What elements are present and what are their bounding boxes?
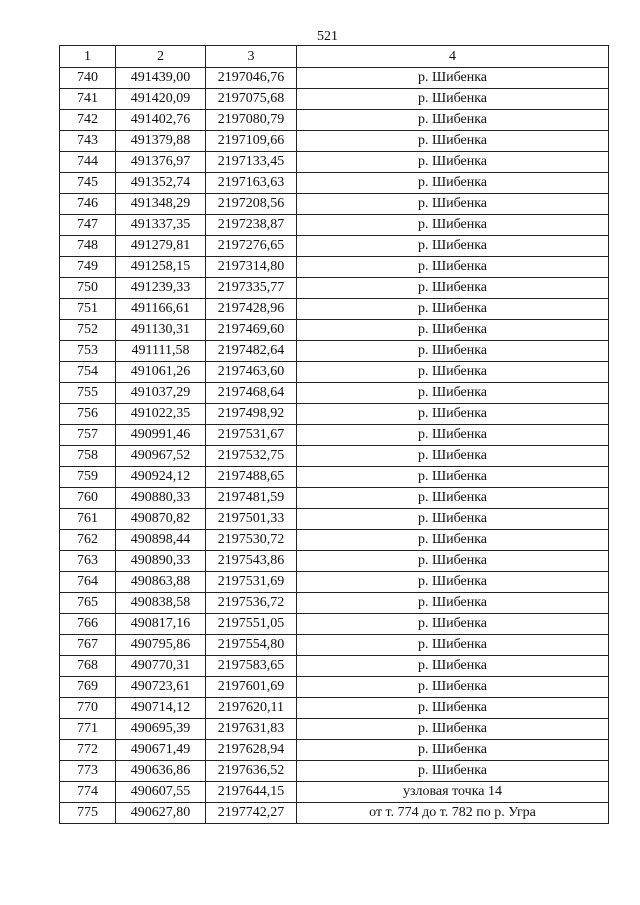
cell-x: 490695,39: [116, 719, 206, 740]
cell-description: р. Шибенка: [297, 761, 609, 782]
table-body: [60, 68, 609, 824]
cell-x: 491061,26: [116, 362, 206, 383]
cell-point-number: 759: [60, 467, 116, 488]
cell-y: 2197532,75: [206, 446, 297, 467]
cell-description: р. Шибенка: [297, 278, 609, 299]
cell-y: 2197536,72: [206, 593, 297, 614]
cell-y: 2197482,64: [206, 341, 297, 362]
cell-y: 2197551,05: [206, 614, 297, 635]
cell-description: р. Шибенка: [297, 173, 609, 194]
table-row: [60, 530, 609, 551]
cell-point-number: 749: [60, 257, 116, 278]
cell-description: р. Шибенка: [297, 425, 609, 446]
cell-point-number: 757: [60, 425, 116, 446]
cell-description: р. Шибенка: [297, 719, 609, 740]
cell-description: р. Шибенка: [297, 236, 609, 257]
cell-description: р. Шибенка: [297, 740, 609, 761]
table-row: [60, 509, 609, 530]
cell-description: р. Шибенка: [297, 152, 609, 173]
cell-description: р. Шибенка: [297, 509, 609, 530]
cell-y: 2197742,27: [206, 803, 297, 824]
cell-y: 2197428,96: [206, 299, 297, 320]
cell-y: 2197530,72: [206, 530, 297, 551]
cell-y: 2197080,79: [206, 110, 297, 131]
cell-x: 490967,52: [116, 446, 206, 467]
table-row: [60, 236, 609, 257]
cell-description: р. Шибенка: [297, 404, 609, 425]
cell-y: 2197631,83: [206, 719, 297, 740]
cell-x: 490863,88: [116, 572, 206, 593]
cell-y: 2197163,63: [206, 173, 297, 194]
cell-y: 2197620,11: [206, 698, 297, 719]
cell-x: 491130,31: [116, 320, 206, 341]
cell-point-number: 764: [60, 572, 116, 593]
cell-point-number: 775: [60, 803, 116, 824]
cell-point-number: 762: [60, 530, 116, 551]
cell-y: 2197543,86: [206, 551, 297, 572]
table-row: [60, 698, 609, 719]
cell-x: 490870,82: [116, 509, 206, 530]
cell-description: р. Шибенка: [297, 320, 609, 341]
cell-x: 491379,88: [116, 131, 206, 152]
cell-y: 2197498,92: [206, 404, 297, 425]
cell-description: р. Шибенка: [297, 194, 609, 215]
table-row: [60, 656, 609, 677]
cell-x: 491022,35: [116, 404, 206, 425]
cell-y: 2197133,45: [206, 152, 297, 173]
cell-point-number: 753: [60, 341, 116, 362]
cell-y: 2197335,77: [206, 278, 297, 299]
cell-y: 2197531,67: [206, 425, 297, 446]
table-row: [60, 761, 609, 782]
table-row: [60, 635, 609, 656]
table-row: [60, 383, 609, 404]
cell-x: 490991,46: [116, 425, 206, 446]
header-cell-point-number: 1: [60, 46, 116, 68]
header-row: [60, 46, 609, 68]
cell-point-number: 769: [60, 677, 116, 698]
cell-point-number: 767: [60, 635, 116, 656]
cell-point-number: 761: [60, 509, 116, 530]
cell-description: р. Шибенка: [297, 110, 609, 131]
cell-y: 2197469,60: [206, 320, 297, 341]
cell-description: узловая точка 14: [297, 782, 609, 803]
cell-y: 2197531,69: [206, 572, 297, 593]
cell-description: р. Шибенка: [297, 593, 609, 614]
cell-x: 490770,31: [116, 656, 206, 677]
cell-x: 490880,33: [116, 488, 206, 509]
table-row: [60, 215, 609, 236]
cell-y: 2197046,76: [206, 68, 297, 89]
cell-x: 490795,86: [116, 635, 206, 656]
cell-y: 2197583,65: [206, 656, 297, 677]
cell-point-number: 748: [60, 236, 116, 257]
cell-point-number: 755: [60, 383, 116, 404]
table-row: [60, 110, 609, 131]
coordinates-table: [59, 45, 609, 824]
cell-y: 2197463,60: [206, 362, 297, 383]
cell-y: 2197636,52: [206, 761, 297, 782]
cell-y: 2197314,80: [206, 257, 297, 278]
cell-point-number: 770: [60, 698, 116, 719]
cell-point-number: 763: [60, 551, 116, 572]
cell-x: 490924,12: [116, 467, 206, 488]
cell-x: 490723,61: [116, 677, 206, 698]
cell-point-number: 747: [60, 215, 116, 236]
cell-point-number: 743: [60, 131, 116, 152]
cell-point-number: 750: [60, 278, 116, 299]
cell-description: от т. 774 до т. 782 по р. Угра: [297, 803, 609, 824]
cell-description: р. Шибенка: [297, 635, 609, 656]
cell-x: 491258,15: [116, 257, 206, 278]
cell-y: 2197601,69: [206, 677, 297, 698]
cell-y: 2197628,94: [206, 740, 297, 761]
table-row: [60, 488, 609, 509]
cell-point-number: 746: [60, 194, 116, 215]
cell-y: 2197501,33: [206, 509, 297, 530]
header-cell-y: 3: [206, 46, 297, 68]
table-row: [60, 425, 609, 446]
cell-x: 491352,74: [116, 173, 206, 194]
cell-description: р. Шибенка: [297, 68, 609, 89]
cell-point-number: 740: [60, 68, 116, 89]
cell-point-number: 741: [60, 89, 116, 110]
cell-point-number: 742: [60, 110, 116, 131]
cell-description: р. Шибенка: [297, 572, 609, 593]
cell-x: 490890,33: [116, 551, 206, 572]
cell-point-number: 774: [60, 782, 116, 803]
table-row: [60, 551, 609, 572]
cell-x: 490671,49: [116, 740, 206, 761]
table-row: [60, 173, 609, 194]
table-row: [60, 740, 609, 761]
cell-x: 491166,61: [116, 299, 206, 320]
table-row: [60, 131, 609, 152]
cell-description: р. Шибенка: [297, 467, 609, 488]
table-row: [60, 278, 609, 299]
cell-point-number: 760: [60, 488, 116, 509]
cell-y: 2197488,65: [206, 467, 297, 488]
cell-x: 491376,97: [116, 152, 206, 173]
table-row: [60, 68, 609, 89]
cell-point-number: 773: [60, 761, 116, 782]
cell-description: р. Шибенка: [297, 362, 609, 383]
cell-x: 490636,86: [116, 761, 206, 782]
cell-y: 2197276,65: [206, 236, 297, 257]
cell-description: р. Шибенка: [297, 656, 609, 677]
cell-point-number: 768: [60, 656, 116, 677]
cell-x: 490714,12: [116, 698, 206, 719]
cell-x: 491402,76: [116, 110, 206, 131]
cell-point-number: 765: [60, 593, 116, 614]
table-row: [60, 299, 609, 320]
cell-description: р. Шибенка: [297, 341, 609, 362]
table-row: [60, 719, 609, 740]
cell-x: 490627,80: [116, 803, 206, 824]
cell-y: 2197468,64: [206, 383, 297, 404]
cell-point-number: 772: [60, 740, 116, 761]
table-row: [60, 467, 609, 488]
table-row: [60, 194, 609, 215]
cell-point-number: 744: [60, 152, 116, 173]
cell-x: 491348,29: [116, 194, 206, 215]
cell-x: 491337,35: [116, 215, 206, 236]
cell-y: 2197481,59: [206, 488, 297, 509]
cell-description: р. Шибенка: [297, 89, 609, 110]
cell-y: 2197554,80: [206, 635, 297, 656]
cell-point-number: 766: [60, 614, 116, 635]
cell-y: 2197644,15: [206, 782, 297, 803]
cell-y: 2197075,68: [206, 89, 297, 110]
table-row: [60, 782, 609, 803]
cell-point-number: 754: [60, 362, 116, 383]
table-row: [60, 89, 609, 110]
table-row: [60, 572, 609, 593]
cell-x: 491420,09: [116, 89, 206, 110]
cell-point-number: 745: [60, 173, 116, 194]
cell-x: 490607,55: [116, 782, 206, 803]
cell-description: р. Шибенка: [297, 299, 609, 320]
table-row: [60, 614, 609, 635]
cell-description: р. Шибенка: [297, 677, 609, 698]
cell-y: 2197208,56: [206, 194, 297, 215]
table-row: [60, 341, 609, 362]
table-row: [60, 152, 609, 173]
cell-point-number: 751: [60, 299, 116, 320]
cell-x: 491037,29: [116, 383, 206, 404]
cell-description: р. Шибенка: [297, 530, 609, 551]
cell-description: р. Шибенка: [297, 257, 609, 278]
cell-x: 491279,81: [116, 236, 206, 257]
table-row: [60, 320, 609, 341]
cell-description: р. Шибенка: [297, 383, 609, 404]
table-row: [60, 404, 609, 425]
cell-y: 2197238,87: [206, 215, 297, 236]
cell-description: р. Шибенка: [297, 215, 609, 236]
table-row: [60, 677, 609, 698]
cell-x: 491111,58: [116, 341, 206, 362]
cell-point-number: 758: [60, 446, 116, 467]
cell-description: р. Шибенка: [297, 446, 609, 467]
cell-x: 490817,16: [116, 614, 206, 635]
cell-description: р. Шибенка: [297, 131, 609, 152]
cell-point-number: 752: [60, 320, 116, 341]
header-cell-description: 4: [297, 46, 609, 68]
cell-y: 2197109,66: [206, 131, 297, 152]
cell-description: р. Шибенка: [297, 551, 609, 572]
table-row: [60, 446, 609, 467]
cell-description: р. Шибенка: [297, 488, 609, 509]
table-row: [60, 593, 609, 614]
cell-x: 491239,33: [116, 278, 206, 299]
cell-x: 490838,58: [116, 593, 206, 614]
cell-point-number: 756: [60, 404, 116, 425]
cell-point-number: 771: [60, 719, 116, 740]
header-cell-x: 2: [116, 46, 206, 68]
table-row: [60, 362, 609, 383]
table-header: [60, 46, 609, 68]
cell-x: 490898,44: [116, 530, 206, 551]
table-row: [60, 257, 609, 278]
table-row: [60, 803, 609, 824]
cell-description: р. Шибенка: [297, 698, 609, 719]
cell-x: 491439,00: [116, 68, 206, 89]
cell-description: р. Шибенка: [297, 614, 609, 635]
page-number: 521: [317, 29, 338, 44]
